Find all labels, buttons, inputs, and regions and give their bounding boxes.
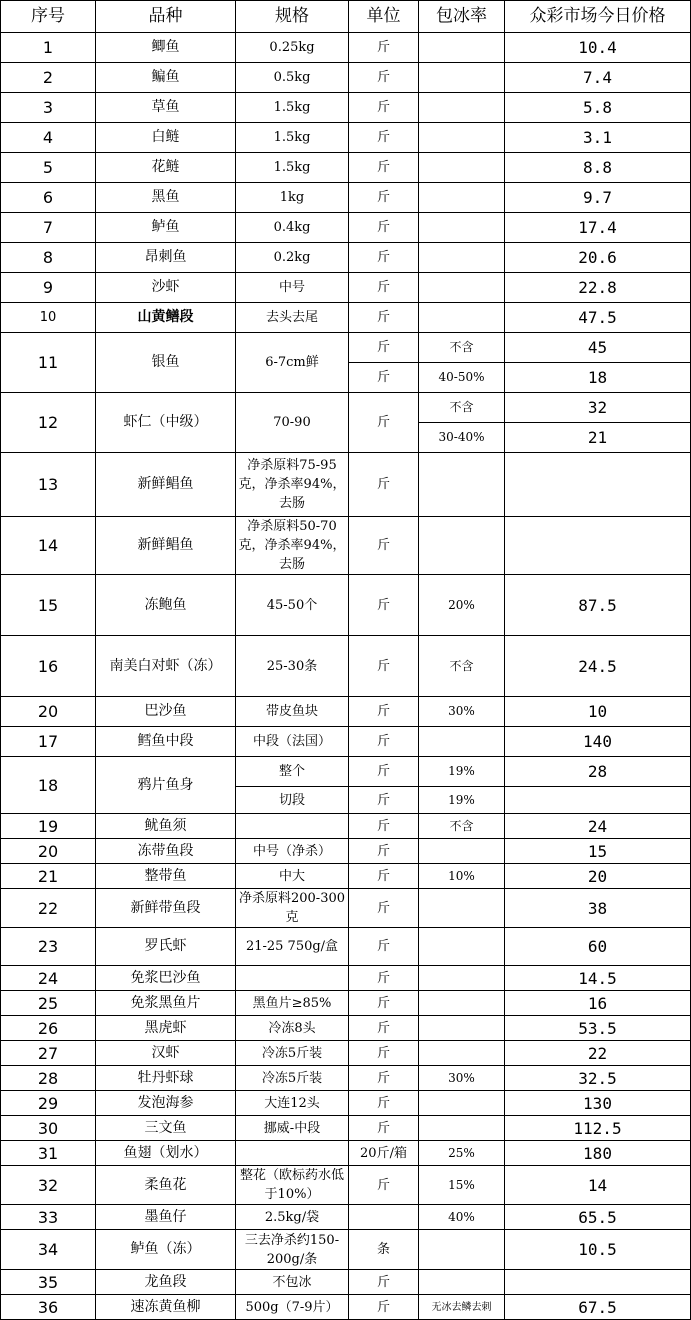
cell-unit: 斤 <box>349 1295 419 1320</box>
cell-no: 30 <box>1 1116 96 1141</box>
table-row <box>1 243 691 273</box>
table-row <box>1 1166 691 1205</box>
cell-spec: 21-25 750g/盒 <box>236 928 349 966</box>
header-unit: 单位 <box>349 1 419 33</box>
cell-price: 24 <box>505 814 691 839</box>
cell-ice-rate <box>419 243 505 273</box>
cell-ice-rate: 15% <box>419 1166 505 1205</box>
cell-ice-rate: 不含 <box>419 333 505 363</box>
cell-price: 10.5 <box>505 1230 691 1270</box>
cell-name: 沙虾 <box>96 273 236 303</box>
cell-ice-rate: 30% <box>419 1066 505 1091</box>
cell-price: 180 <box>505 1141 691 1166</box>
cell-no: 36 <box>1 1295 96 1320</box>
cell-ice-rate: 30-40% <box>419 423 505 453</box>
cell-no: 22 <box>1 889 96 928</box>
cell-unit: 斤 <box>349 153 419 183</box>
cell-price: 20.6 <box>505 243 691 273</box>
table-row <box>1 123 691 153</box>
cell-price: 112.5 <box>505 1116 691 1141</box>
cell-price: 67.5 <box>505 1295 691 1320</box>
cell-spec: 0.5kg <box>236 63 349 93</box>
cell-ice-rate <box>419 1270 505 1295</box>
cell-name: 冻鲍鱼 <box>96 575 236 636</box>
cell-no: 23 <box>1 928 96 966</box>
cell-no: 21 <box>1 864 96 889</box>
table-row <box>1 1205 691 1230</box>
cell-ice-rate <box>419 33 505 63</box>
cell-price: 14.5 <box>505 966 691 991</box>
table-row <box>1 1116 691 1141</box>
cell-unit: 斤 <box>349 393 419 453</box>
cell-no: 18 <box>1 757 96 814</box>
cell-price <box>505 453 691 517</box>
cell-spec: 1.5kg <box>236 123 349 153</box>
table-row <box>1 1016 691 1041</box>
cell-no: 24 <box>1 966 96 991</box>
cell-no: 12 <box>1 393 96 453</box>
cell-unit: 斤 <box>349 864 419 889</box>
cell-ice-rate: 不含 <box>419 393 505 423</box>
cell-price: 22.8 <box>505 273 691 303</box>
cell-price: 10 <box>505 697 691 727</box>
cell-no: 25 <box>1 991 96 1016</box>
cell-price: 8.8 <box>505 153 691 183</box>
cell-no: 4 <box>1 123 96 153</box>
header-no: 序号 <box>1 1 96 33</box>
cell-no: 29 <box>1 1091 96 1116</box>
cell-no: 20 <box>1 839 96 864</box>
cell-unit: 斤 <box>349 363 419 393</box>
cell-unit: 斤 <box>349 839 419 864</box>
cell-price: 47.5 <box>505 303 691 333</box>
cell-unit: 斤 <box>349 243 419 273</box>
cell-no: 10 <box>1 303 96 333</box>
cell-unit: 斤 <box>349 123 419 153</box>
cell-spec: 净杀原料50-70克，净杀率94%，去肠 <box>236 517 349 575</box>
cell-ice-rate: 不含 <box>419 814 505 839</box>
cell-ice-rate <box>419 1116 505 1141</box>
cell-spec: 6-7cm鲜 <box>236 333 349 393</box>
cell-ice-rate <box>419 213 505 243</box>
cell-ice-rate: 25% <box>419 1141 505 1166</box>
cell-unit: 斤 <box>349 517 419 575</box>
table-row <box>1 636 691 697</box>
table-row <box>1 93 691 123</box>
cell-name: 南美白对虾（冻） <box>96 636 236 697</box>
cell-spec: 0.2kg <box>236 243 349 273</box>
cell-ice-rate: 40-50% <box>419 363 505 393</box>
cell-ice-rate <box>419 839 505 864</box>
cell-no: 31 <box>1 1141 96 1166</box>
cell-price: 9.7 <box>505 183 691 213</box>
cell-no: 34 <box>1 1230 96 1270</box>
table-row <box>1 966 691 991</box>
cell-name: 罗氏虾 <box>96 928 236 966</box>
cell-name: 柔鱼花 <box>96 1166 236 1205</box>
table-row <box>1 1091 691 1116</box>
cell-unit: 斤 <box>349 1166 419 1205</box>
cell-ice-rate: 20% <box>419 575 505 636</box>
cell-name: 昂刺鱼 <box>96 243 236 273</box>
cell-ice-rate <box>419 303 505 333</box>
cell-ice-rate <box>419 63 505 93</box>
cell-price: 18 <box>505 363 691 393</box>
cell-price: 45 <box>505 333 691 363</box>
cell-name: 草鱼 <box>96 93 236 123</box>
cell-price: 32.5 <box>505 1066 691 1091</box>
table-row <box>1 303 691 333</box>
cell-ice-rate <box>419 123 505 153</box>
cell-name: 免浆黑鱼片 <box>96 991 236 1016</box>
cell-unit: 斤 <box>349 966 419 991</box>
cell-name: 花鲢 <box>96 153 236 183</box>
cell-unit: 斤 <box>349 273 419 303</box>
cell-name: 免浆巴沙鱼 <box>96 966 236 991</box>
cell-spec: 整个 <box>236 757 349 787</box>
cell-ice-rate <box>419 453 505 517</box>
cell-ice-rate: 19% <box>419 787 505 814</box>
table-row <box>1 697 691 727</box>
table-row <box>1 1141 691 1166</box>
cell-unit: 斤 <box>349 303 419 333</box>
cell-name: 速冻黄鱼柳 <box>96 1295 236 1320</box>
cell-unit: 斤 <box>349 727 419 757</box>
cell-unit: 斤 <box>349 33 419 63</box>
cell-no: 17 <box>1 727 96 757</box>
cell-spec: 1.5kg <box>236 93 349 123</box>
cell-unit <box>349 1205 419 1230</box>
cell-spec: 三去净杀约150-200g/条 <box>236 1230 349 1270</box>
cell-spec: 1kg <box>236 183 349 213</box>
cell-name: 鱼翅（划水） <box>96 1141 236 1166</box>
cell-name: 鲈鱼（冻） <box>96 1230 236 1270</box>
cell-ice-rate: 10% <box>419 864 505 889</box>
cell-unit: 斤 <box>349 1066 419 1091</box>
cell-name: 银鱼 <box>96 333 236 393</box>
cell-unit: 斤 <box>349 928 419 966</box>
cell-spec: 中号 <box>236 273 349 303</box>
cell-ice-rate <box>419 1091 505 1116</box>
cell-unit: 斤 <box>349 93 419 123</box>
table-row <box>1 33 691 63</box>
cell-spec <box>236 966 349 991</box>
cell-spec: 冷冻8头 <box>236 1016 349 1041</box>
table-row <box>1 839 691 864</box>
cell-name: 虾仁（中级） <box>96 393 236 453</box>
table-row <box>1 153 691 183</box>
cell-no: 8 <box>1 243 96 273</box>
table-row <box>1 453 691 517</box>
cell-no: 20 <box>1 697 96 727</box>
cell-spec <box>236 814 349 839</box>
table-row <box>1 575 691 636</box>
cell-spec: 25-30条 <box>236 636 349 697</box>
table-row <box>1 814 691 839</box>
cell-spec: 不包冰 <box>236 1270 349 1295</box>
cell-spec <box>236 1141 349 1166</box>
cell-no: 15 <box>1 575 96 636</box>
cell-unit: 斤 <box>349 1016 419 1041</box>
cell-ice-rate <box>419 153 505 183</box>
cell-price: 7.4 <box>505 63 691 93</box>
cell-spec: 大连12头 <box>236 1091 349 1116</box>
cell-no: 3 <box>1 93 96 123</box>
cell-price: 28 <box>505 757 691 787</box>
cell-unit: 斤 <box>349 63 419 93</box>
cell-ice-rate <box>419 1041 505 1066</box>
cell-name: 黑虎虾 <box>96 1016 236 1041</box>
cell-price: 24.5 <box>505 636 691 697</box>
cell-name: 龙鱼段 <box>96 1270 236 1295</box>
header-ice-rate: 包冰率 <box>419 1 505 33</box>
cell-ice-rate <box>419 93 505 123</box>
header-row <box>1 1 691 33</box>
table-row <box>1 889 691 928</box>
cell-price: 32 <box>505 393 691 423</box>
cell-price: 140 <box>505 727 691 757</box>
cell-no: 14 <box>1 517 96 575</box>
cell-unit: 斤 <box>349 697 419 727</box>
cell-spec: 切段 <box>236 787 349 814</box>
cell-unit: 斤 <box>349 183 419 213</box>
cell-no: 2 <box>1 63 96 93</box>
cell-name: 黑鱼 <box>96 183 236 213</box>
cell-name: 整带鱼 <box>96 864 236 889</box>
cell-no: 6 <box>1 183 96 213</box>
cell-spec: 0.4kg <box>236 213 349 243</box>
cell-price: 17.4 <box>505 213 691 243</box>
table-row <box>1 928 691 966</box>
table-row <box>1 517 691 575</box>
table-row <box>1 213 691 243</box>
cell-no: 13 <box>1 453 96 517</box>
header-spec: 规格 <box>236 1 349 33</box>
header-price: 众彩市场今日价格 <box>505 1 691 33</box>
cell-no: 27 <box>1 1041 96 1066</box>
cell-spec: 净杀原料75-95克，净杀率94%，去肠 <box>236 453 349 517</box>
cell-name: 牡丹虾球 <box>96 1066 236 1091</box>
cell-name: 鳕鱼中段 <box>96 727 236 757</box>
cell-name: 鲫鱼 <box>96 33 236 63</box>
cell-unit: 斤 <box>349 889 419 928</box>
cell-ice-rate <box>419 889 505 928</box>
cell-no: 1 <box>1 33 96 63</box>
cell-price: 38 <box>505 889 691 928</box>
table-row <box>1 757 691 787</box>
cell-no: 16 <box>1 636 96 697</box>
cell-spec: 2.5kg/袋 <box>236 1205 349 1230</box>
table-row <box>1 1295 691 1320</box>
table-row <box>1 63 691 93</box>
cell-ice-rate <box>419 991 505 1016</box>
cell-spec: 中段（法国） <box>236 727 349 757</box>
cell-spec: 中号（净杀） <box>236 839 349 864</box>
cell-unit: 斤 <box>349 636 419 697</box>
cell-price: 14 <box>505 1166 691 1205</box>
cell-spec: 45-50个 <box>236 575 349 636</box>
cell-ice-rate <box>419 727 505 757</box>
cell-spec: 70-90 <box>236 393 349 453</box>
table-row <box>1 1041 691 1066</box>
cell-name: 新鲜鲳鱼 <box>96 453 236 517</box>
cell-unit: 斤 <box>349 787 419 814</box>
cell-no: 11 <box>1 333 96 393</box>
cell-ice-rate: 不含 <box>419 636 505 697</box>
cell-spec: 冷冻5斤装 <box>236 1066 349 1091</box>
cell-unit: 斤 <box>349 1270 419 1295</box>
cell-spec: 去头去尾 <box>236 303 349 333</box>
cell-ice-rate <box>419 928 505 966</box>
cell-ice-rate <box>419 273 505 303</box>
cell-price: 130 <box>505 1091 691 1116</box>
cell-no: 19 <box>1 814 96 839</box>
cell-price: 87.5 <box>505 575 691 636</box>
cell-price: 65.5 <box>505 1205 691 1230</box>
cell-spec: 带皮鱼块 <box>236 697 349 727</box>
header-name: 品种 <box>96 1 236 33</box>
cell-ice-rate <box>419 183 505 213</box>
table-row <box>1 273 691 303</box>
cell-no: 26 <box>1 1016 96 1041</box>
cell-no: 35 <box>1 1270 96 1295</box>
cell-ice-rate <box>419 966 505 991</box>
cell-unit: 斤 <box>349 213 419 243</box>
cell-spec: 净杀原料200-300克 <box>236 889 349 928</box>
cell-name: 新鲜鲳鱼 <box>96 517 236 575</box>
cell-name: 发泡海参 <box>96 1091 236 1116</box>
table-row <box>1 1066 691 1091</box>
cell-ice-rate: 19% <box>419 757 505 787</box>
cell-name: 汉虾 <box>96 1041 236 1066</box>
cell-spec: 500g（7-9片） <box>236 1295 349 1320</box>
table-row <box>1 1230 691 1270</box>
table-row <box>1 991 691 1016</box>
cell-price: 60 <box>505 928 691 966</box>
cell-price: 15 <box>505 839 691 864</box>
cell-unit: 斤 <box>349 991 419 1016</box>
cell-price: 16 <box>505 991 691 1016</box>
cell-price: 53.5 <box>505 1016 691 1041</box>
cell-no: 5 <box>1 153 96 183</box>
cell-unit: 20斤/箱 <box>349 1141 419 1166</box>
cell-unit: 条 <box>349 1230 419 1270</box>
cell-name: 巴沙鱼 <box>96 697 236 727</box>
cell-spec: 黑鱼片≥85% <box>236 991 349 1016</box>
cell-ice-rate: 30% <box>419 697 505 727</box>
cell-name: 墨鱼仔 <box>96 1205 236 1230</box>
cell-no: 7 <box>1 213 96 243</box>
cell-unit: 斤 <box>349 575 419 636</box>
cell-price <box>505 1270 691 1295</box>
cell-unit: 斤 <box>349 757 419 787</box>
cell-unit: 斤 <box>349 453 419 517</box>
cell-unit: 斤 <box>349 814 419 839</box>
cell-name: 冻带鱼段 <box>96 839 236 864</box>
cell-spec: 整花（欧标药水低于10%） <box>236 1166 349 1205</box>
cell-unit: 斤 <box>349 333 419 363</box>
cell-price <box>505 787 691 814</box>
cell-name: 鲈鱼 <box>96 213 236 243</box>
cell-ice-rate <box>419 517 505 575</box>
cell-ice-rate: 无冰去鳞去刺 <box>419 1295 505 1320</box>
cell-name: 白鲢 <box>96 123 236 153</box>
cell-price <box>505 517 691 575</box>
cell-price: 20 <box>505 864 691 889</box>
cell-spec: 冷冻5斤装 <box>236 1041 349 1066</box>
cell-name: 山黄鳝段 <box>96 303 236 333</box>
cell-ice-rate <box>419 1016 505 1041</box>
cell-spec: 挪威-中段 <box>236 1116 349 1141</box>
cell-name: 鸦片鱼身 <box>96 757 236 814</box>
cell-no: 32 <box>1 1166 96 1205</box>
cell-ice-rate: 40% <box>419 1205 505 1230</box>
cell-name: 鱿鱼须 <box>96 814 236 839</box>
cell-name: 鳊鱼 <box>96 63 236 93</box>
table-row <box>1 1270 691 1295</box>
cell-no: 33 <box>1 1205 96 1230</box>
cell-price: 10.4 <box>505 33 691 63</box>
cell-spec: 中大 <box>236 864 349 889</box>
cell-spec: 1.5kg <box>236 153 349 183</box>
cell-price: 3.1 <box>505 123 691 153</box>
table-row <box>1 727 691 757</box>
cell-price: 5.8 <box>505 93 691 123</box>
cell-no: 9 <box>1 273 96 303</box>
table-row <box>1 333 691 363</box>
table-row <box>1 393 691 423</box>
table-row <box>1 864 691 889</box>
cell-price: 21 <box>505 423 691 453</box>
cell-name: 三文鱼 <box>96 1116 236 1141</box>
cell-no: 28 <box>1 1066 96 1091</box>
cell-unit: 斤 <box>349 1091 419 1116</box>
cell-spec: 0.25kg <box>236 33 349 63</box>
table-row <box>1 183 691 213</box>
cell-unit: 斤 <box>349 1116 419 1141</box>
cell-name: 新鲜带鱼段 <box>96 889 236 928</box>
cell-unit: 斤 <box>349 1041 419 1066</box>
cell-price: 22 <box>505 1041 691 1066</box>
cell-ice-rate <box>419 1230 505 1270</box>
